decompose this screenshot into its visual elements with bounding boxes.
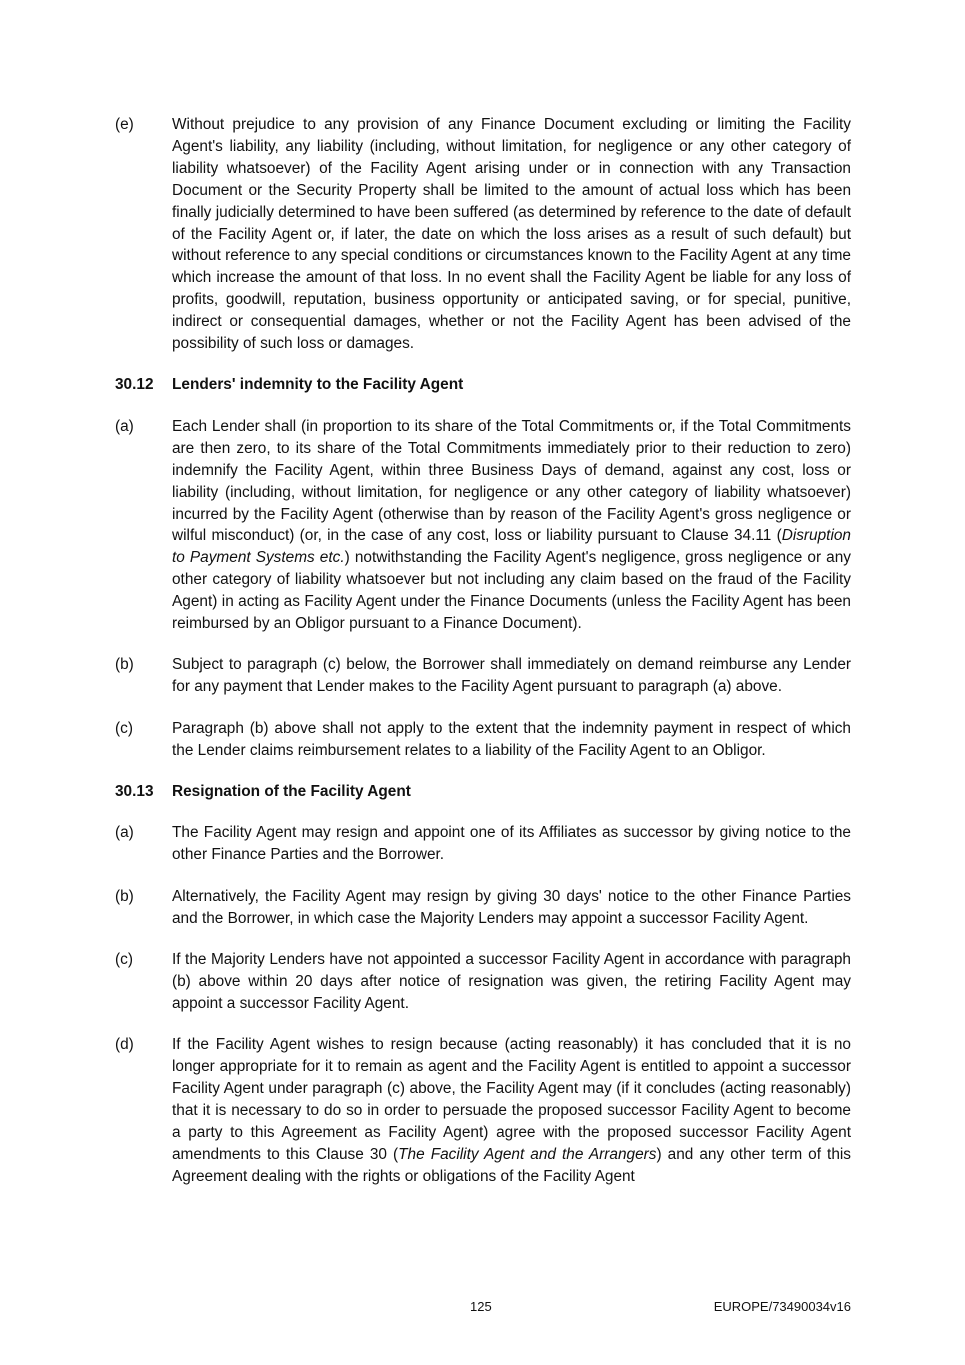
text-run: If the Majority Lenders have not appointed a successor Facility Agent in accordance with paragraph (b) above within 20 days after notice of resignation was given, the retiring Facility Agent may appoint a successor Facility Agent. (172, 951, 851, 1012)
paragraph-e (115, 114, 851, 355)
paragraph-c (115, 949, 851, 1015)
paragraph-a (115, 416, 851, 635)
paragraph-text (172, 886, 851, 930)
paragraph-text (172, 654, 851, 698)
paragraph-label: (a) (115, 417, 134, 435)
text-run: ) notwithstanding the Facility Agent's negligence, gross negligence or any other category of liability whatsoever but not including any claim based on the fraud of the Facility Agent) in acting as Facility Agent under the Finance Documents (unless the Facility Agent has been reimbursed by an Obligor pursuant to a Finance Document). (172, 549, 851, 633)
italic-reference: The Facility Agent and the Arrangers (398, 1145, 657, 1163)
text-run: Subject to paragraph (c) below, the Borrower shall immediately on demand reimburse any Lender for any payment that Lender makes to the Facility Agent pursuant to paragraph (a) above. (172, 656, 851, 696)
clause-number: 30.12 (115, 376, 154, 394)
paragraph-label: (b) (115, 656, 134, 674)
paragraph-label: (e) (115, 116, 134, 133)
text-run: The Facility Agent may resign and appoint one of its Affiliates as successor by giving notice to the other Finance Parties and the Borrower. (172, 824, 851, 864)
text-run: Each Lender shall (in proportion to its share of the Total Commitments or, if the Total Commitments are then zero, to its share of the Total Commitments immediately prior to their reduction to zero) indemnify the Facility Agent, within three Business Days of demand, against any cost, loss or liability (including, without limitation, for negligence or any other category of liability whatsoever) incurred by the Facility Agent (otherwise than by reason of the Facility Agent's gross negligence or wilful misconduct) (or, in the case of any cost, loss or liability pursuant to Clause 34.11 ( (172, 417, 851, 545)
paragraph-label: (b) (115, 887, 134, 905)
text-run: Alternatively, the Facility Agent may resign by giving 30 days' notice to the other Finance Parties and the Borrower, in which case the Majority Lenders may appoint a successor Facility Agent. (172, 887, 851, 927)
paragraph-text (172, 416, 851, 635)
clause-title: Lenders' indemnity to the Facility Agent (172, 376, 464, 394)
paragraph-label: (c) (115, 719, 133, 737)
paragraph-text (172, 949, 851, 1015)
paragraph-text (172, 718, 851, 762)
text-run: ) and any other term of this Agreement dealing with the rights or obligations of the Facility Agent (172, 1145, 852, 1185)
paragraph-text (172, 114, 851, 355)
text-run: Paragraph (b) above shall not apply to the extent that the indemnity payment in respect of which the Lender claims reimbursement relates to a liability of the Facility Agent to an Obligor. (172, 719, 851, 759)
paragraph-d (115, 1034, 851, 1187)
paragraph-b (115, 886, 851, 930)
paragraph-label: (d) (115, 1036, 134, 1054)
text-run: If the Facility Agent wishes to resign because (acting reasonably) it has concluded that it is no longer appropriate for it to remain as agent and the Facility Agent is entitled to appoint a successor Facility Agent under paragraph (c) above, the Facility Agent may (if it concludes (acting reasonably) that it is necessary to do so in order to persuade the proposed successor Facility Agent to become a party to this Agreement as Facility Agent) agree with the proposed successor Facility Agent amendments to this Clause 30 ( (172, 1036, 851, 1163)
paragraph-label: (a) (115, 824, 134, 842)
clause-heading-30-13 (115, 781, 851, 803)
italic-reference: Disruption to Payment Systems etc. (172, 527, 851, 567)
clause-heading-30-12 (115, 374, 851, 396)
paragraph-c (115, 718, 851, 762)
text-run: Without prejudice to any provision of any Finance Document excluding or limiting the Facility Agent's liability, any liability (including, without limitation, for negligence or any other category of liability whatsoever) of the Facility Agent arising under or in connection with any Transaction Document or the Security Property shall be limited to the amount of actual loss which has been finally judicially determined to have been suffered (as determined by reference to the date of default of the Facility Agent or, if later, the date on which the loss arises as a result of such default) but without reference to any special conditions or circumstances known to the Facility Agent at any time which increase the amount of that loss. In no event shall the Facility Agent be liable for any loss of profits, goodwill, reputation, business opportunity or anticipated saving, or for special, punitive, indirect or consequential damages, whether or not the Facility Agent has been advised of the possibility of such loss or damages. (172, 116, 851, 353)
document-reference: EUROPE/73490034v16 (713, 1299, 851, 1314)
paragraph-text (172, 1034, 851, 1187)
clause-number: 30.13 (115, 783, 154, 801)
page-number: 125 (470, 1299, 492, 1314)
clause-title: Resignation of the Facility Agent (172, 783, 411, 801)
paragraph-label: (c) (115, 951, 133, 969)
paragraph-text (172, 822, 851, 866)
paragraph-a (115, 822, 851, 866)
paragraph-b (115, 654, 851, 698)
document-body (115, 114, 851, 1207)
